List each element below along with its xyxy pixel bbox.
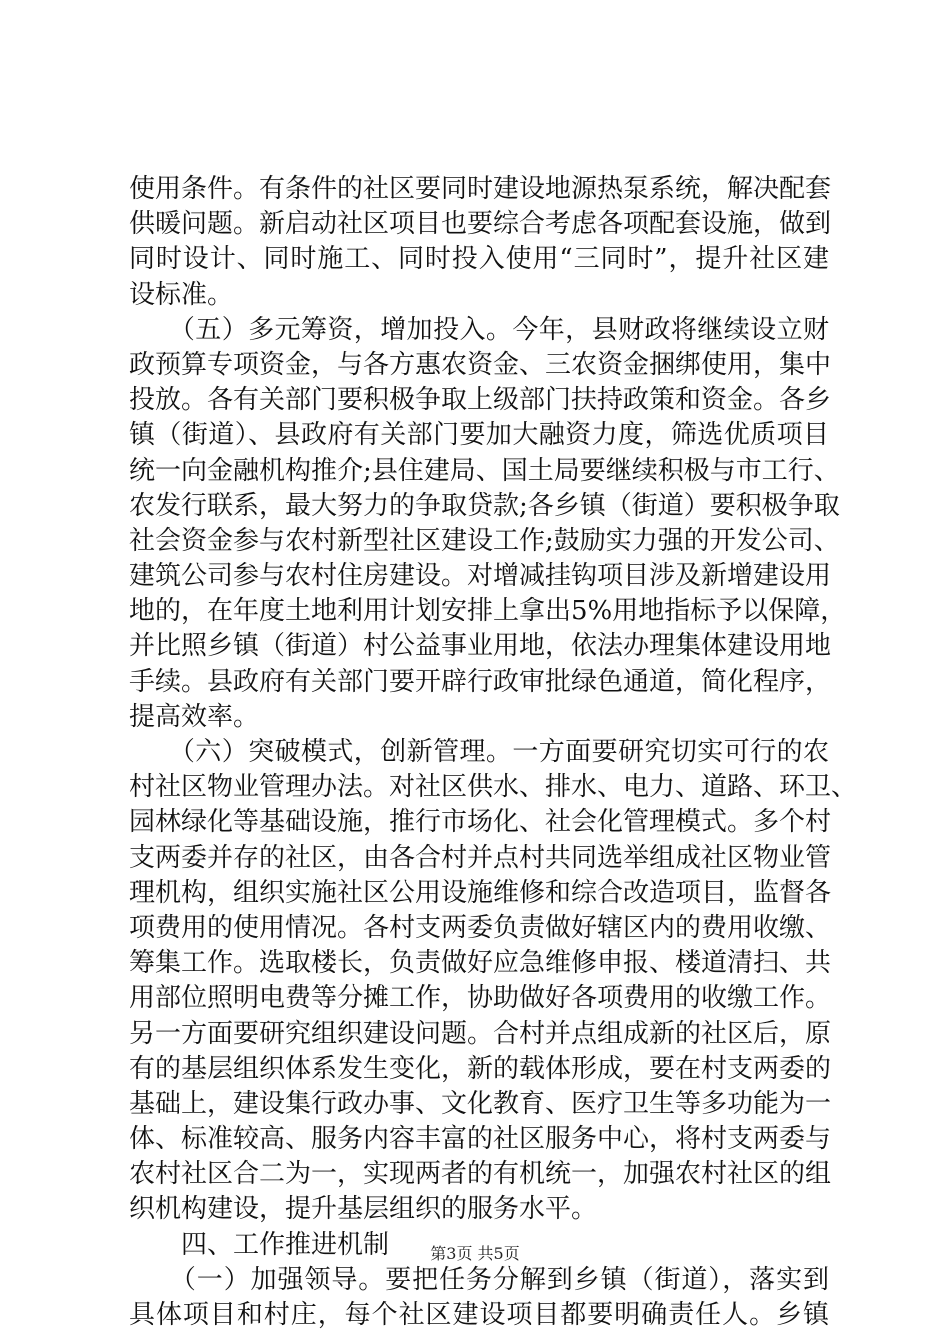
text-line: 筹集工作。选取楼长，负责做好应急维修申报、楼道清扫、共 bbox=[129, 948, 832, 979]
text-line: 农村社区合二为一，实现两者的有机统一，加强农村社区的组 bbox=[129, 1159, 832, 1190]
text-line: （五）多元筹资，增加投入。今年，县财政将继续设立财 bbox=[129, 314, 829, 345]
text-line: 村社区物业管理办法。对社区供水、排水、电力、道路、环卫、 bbox=[129, 772, 858, 803]
text-line: 同时设计、同时施工、同时投入使用“三同时”，提升社区建 bbox=[129, 244, 829, 275]
text-line: 供暖问题。新启动社区项目也要综合考虑各项配套设施，做到 bbox=[129, 209, 832, 240]
text-line: 园林绿化等基础设施，推行市场化、社会化管理模式。多个村 bbox=[129, 807, 832, 838]
text-line: 手续。县政府有关部门要开辟行政审批绿色通道，简化程序， bbox=[129, 666, 832, 697]
text-line: 农发行联系，最大努力的争取贷款;各乡镇（街道）要积极争取 bbox=[129, 490, 840, 521]
text-line: 并比照乡镇（街道）村公益事业用地，依法办理集体建设用地 bbox=[129, 631, 832, 662]
text-line: （一）加强领导。要把任务分解到乡镇（街道），落实到 bbox=[129, 1264, 829, 1295]
text-line: 基础上，建设集行政办事、文化教育、医疗卫生等多功能为一 bbox=[129, 1088, 832, 1119]
page-footer: 第3页 共5页 bbox=[430, 1244, 520, 1263]
text-line: 地的，在年度土地利用计划安排上拿出5%用地指标予以保障， bbox=[129, 596, 847, 627]
text-line: 项费用的使用情况。各村支两委负责做好辖区内的费用收缴、 bbox=[129, 912, 832, 943]
text-line: 织机构建设，提升基层组织的服务水平。 bbox=[129, 1194, 598, 1225]
text-line: 体、标准较高、服务内容丰富的社区服务中心，将村支两委与 bbox=[129, 1124, 832, 1155]
text-line: 提高效率。 bbox=[129, 701, 260, 732]
text-line: 四、工作推进机制 bbox=[129, 1229, 390, 1260]
text-line: 设标准。 bbox=[129, 279, 234, 310]
text-line: 理机构，组织实施社区公用设施维修和综合改造项目，监督各 bbox=[129, 877, 832, 908]
text-line: 用部位照明电费等分摊工作，协助做好各项费用的收缴工作。 bbox=[129, 983, 832, 1014]
text-line: 使用条件。有条件的社区要同时建设地源热泵系统，解决配套 bbox=[129, 174, 832, 204]
document-body bbox=[129, 172, 858, 1333]
text-line: 支两委并存的社区，由各合村并点村共同选举组成社区物业管 bbox=[129, 842, 832, 873]
text-line: 有的基层组织体系发生变化，新的载体形成，要在村支两委的 bbox=[129, 1053, 832, 1084]
text-line: 投放。各有关部门要积极争取上级部门扶持政策和资金。各乡 bbox=[129, 385, 832, 416]
text-line: 社会资金参与农村新型社区建设工作;鼓励实力强的开发公司、 bbox=[129, 525, 840, 556]
text-line: 统一向金融机构推介;县住建局、国土局要继续积极与市工行、 bbox=[129, 455, 840, 486]
text-line: 镇（街道）、县政府有关部门要加大融资力度，筛选优质项目 bbox=[129, 420, 829, 451]
text-line: 建筑公司参与农村住房建设。对增减挂钩项目涉及新增建设用 bbox=[129, 561, 832, 592]
text-line: 政预算专项资金，与各方惠农资金、三农资金捆绑使用，集中 bbox=[129, 349, 832, 380]
text-line: 另一方面要研究组织建设问题。合村并点组成新的社区后，原 bbox=[129, 1018, 832, 1049]
text-line: （六）突破模式，创新管理。一方面要研究切实可行的农 bbox=[129, 737, 829, 767]
text-line: 具体项目和村庄，每个社区建设项目都要明确责任人。乡镇 bbox=[129, 1300, 829, 1330]
